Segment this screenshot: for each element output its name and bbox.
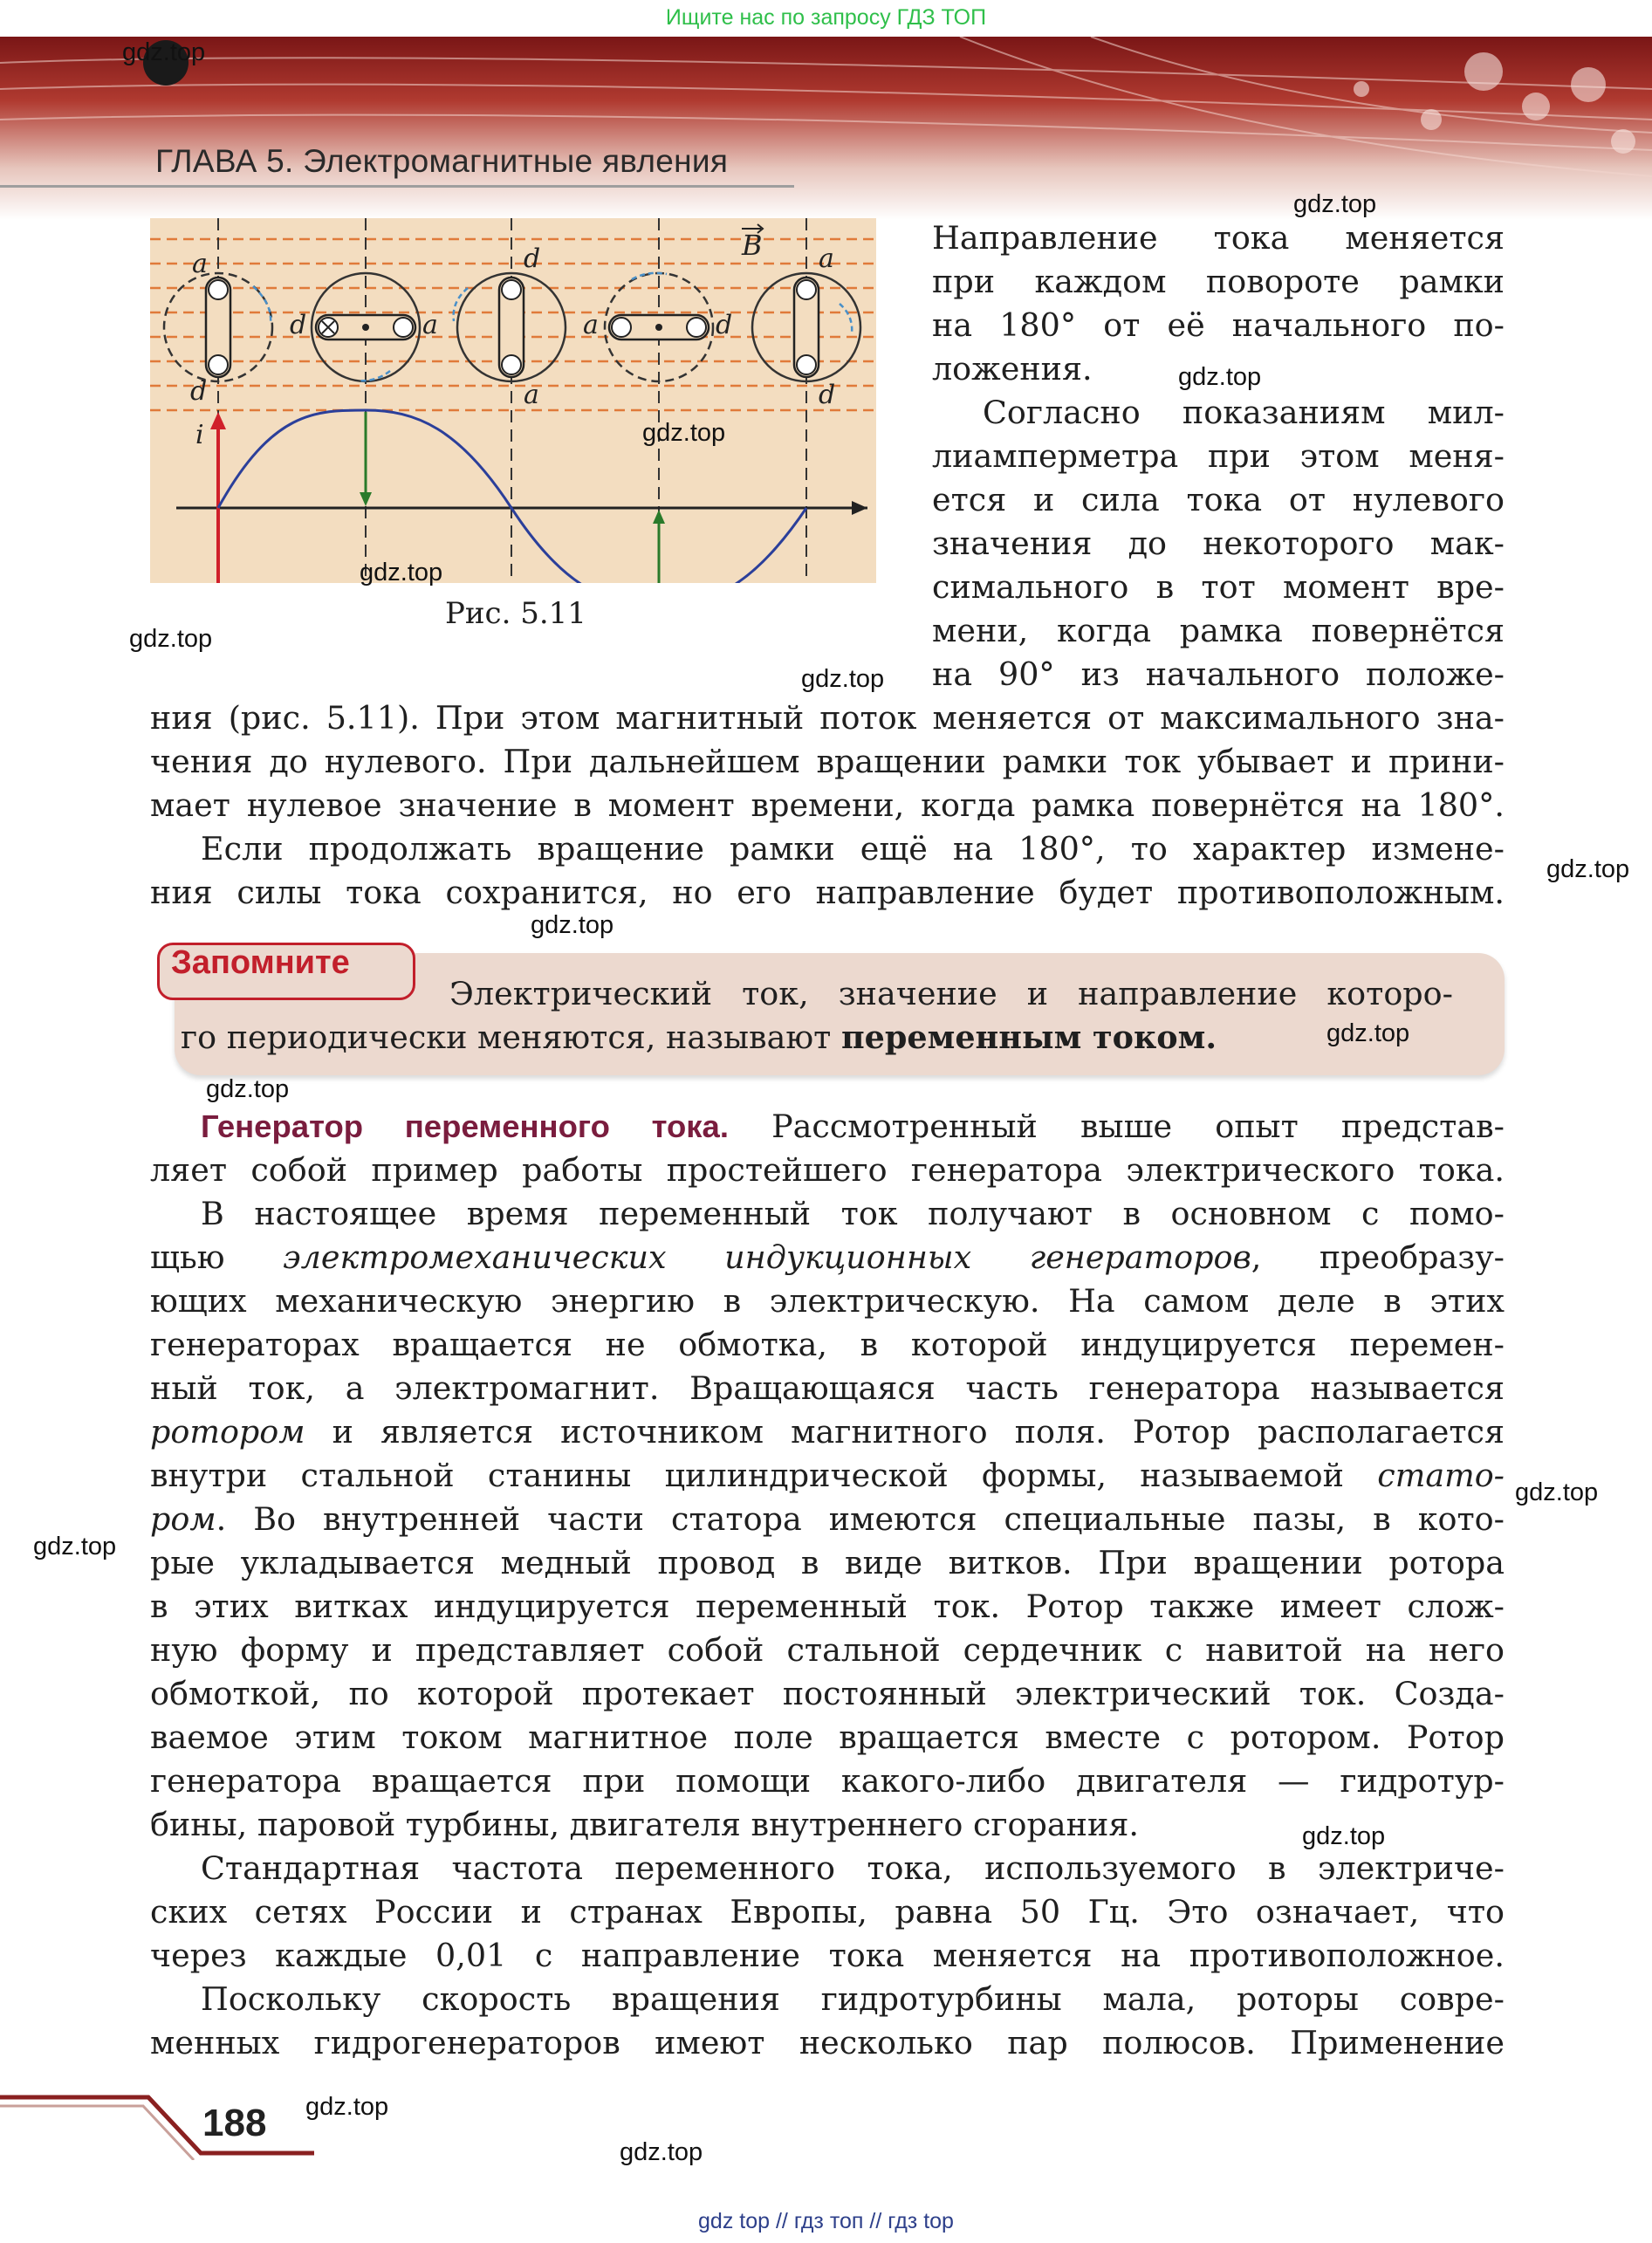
chapter-title: ГЛАВА 5. Электромагнитные явления [155, 143, 729, 179]
top-banner[interactable]: Ищите нас по запросу ГДЗ ТОП [0, 0, 1652, 37]
bottom-banner[interactable]: gdz top // гдз топ // гдз top [0, 2201, 1652, 2243]
label-d: d [524, 244, 541, 274]
watermark: gdz.top [531, 911, 614, 939]
paragraph-direction: Направление тока меняется при каждом повороте рамки на 180° от её начального по- ложения. [932, 219, 1505, 388]
label-a: a [524, 380, 539, 410]
remember-label: Запомните [171, 944, 350, 981]
paragraph-frequency: Стандартная частота переменного тока, используемого в электриче- ских сетях России и странах Европы, равна 50 Гц. Это означает, что через каждые 0,01 с направление тока меняется на противоположное. [150, 1849, 1505, 1974]
paragraph-milliammeter-side: Согласно показаниям мил- лиамперметра при этом меня- ется и сила тока от нулевого значения до некоторого мак- симального в тот момент вре- мени, когда рамка повернётся на 90° из начального положе- [932, 394, 1505, 693]
section-generator: Генератор переменного тока. Рассмотренный выше опыт представ- ляет собой пример работы простейшего генератора электрического тока. В настоящее время переменный ток получают в основном с помо- щью электромеханических индукционных генераторов, преобразу- ющих механическую энергию в электрическую. На самом деле в этих генераторах вращается не обмотка, в которой индуцируется перемен- ный ток, а электромагнит. Вращающаяся часть генератора называется ротором и является источником магнитного поля. Ротор располагается внутри стальной станины цилиндрической формы, называемой стато- ром. Во внутренней части статора имеются специальные пазы, в кото- рые укладывается медный провод в виде витков. При вращении ротора в этих витках индуцируется переменный ток. Ротор также имеет слож- ную форму и представляет собой стальной сердечник с навитой на него обмоткой, по которой протекает постоянный электрический ток. Созда- ваемое этим током магнитное поле вращается вместе с ротором. Ротор генератора вращается при помощи какого-либо двигателя — гидротур- бины, паровой турбины, двигателя внутреннего сгорания. [150, 1108, 1505, 1843]
label-b-vector: B [742, 229, 763, 262]
watermark: gdz.top [1546, 855, 1630, 883]
watermark: gdz.top [1293, 190, 1377, 218]
watermark: gdz.top [1302, 1822, 1386, 1850]
footer-decoration [0, 2090, 314, 2160]
chapter-divider [0, 185, 794, 188]
label-i: i [195, 420, 204, 450]
header-decoration [0, 37, 1652, 220]
label-d: d [819, 380, 836, 410]
watermark: gdz.top [620, 2138, 703, 2166]
label-d: d [190, 376, 208, 407]
label-a: a [819, 244, 834, 274]
watermark: gdz.top [801, 665, 885, 693]
watermark: gdz.top [206, 1075, 290, 1103]
watermark: gdz.top [129, 625, 213, 653]
watermark: gdz.top [360, 559, 443, 586]
watermark: gdz.top [1326, 1019, 1410, 1047]
label-a: a [583, 310, 599, 340]
watermark: gdz.top [1515, 1478, 1599, 1506]
page-number: 188 [202, 2102, 267, 2144]
watermark: gdz.top [1178, 363, 1262, 391]
watermark: gdz.top [122, 38, 206, 66]
figure-caption: Рис. 5.11 [445, 596, 586, 631]
label-d: d [290, 310, 307, 340]
figure-5-11 [150, 218, 876, 583]
label-a: a [422, 310, 438, 340]
section-heading: Генератор переменного тока. [201, 1108, 729, 1144]
paragraph-continue-rotation: Если продолжать вращение рамки ещё на 180°, то характер измене- ния силы тока сохранится, но его направление будет противоположным. [150, 830, 1505, 911]
paragraph-milliammeter-full: ния (рис. 5.11). При этом магнитный поток меняется от максимального зна- чения до нулевого. При дальнейшем вращении рамки ток убывает и прини- мает нулевое значение в момент времени, когда рамка повернётся на 180°. [150, 699, 1505, 824]
label-a: a [192, 249, 208, 279]
remember-text: Электрический ток, значение и направление которо- го периодически меняются, называют переменным током. [181, 975, 1453, 1056]
watermark: gdz.top [305, 2093, 389, 2121]
watermark: gdz.top [33, 1533, 117, 1560]
paragraph-hydro: Поскольку скорость вращения гидротурбины мала, роторы совре- менных гидрогенераторов имеют несколько пар полюсов. Применение [150, 1980, 1505, 2061]
watermark: gdz.top [642, 419, 726, 447]
label-d: d [716, 310, 733, 340]
